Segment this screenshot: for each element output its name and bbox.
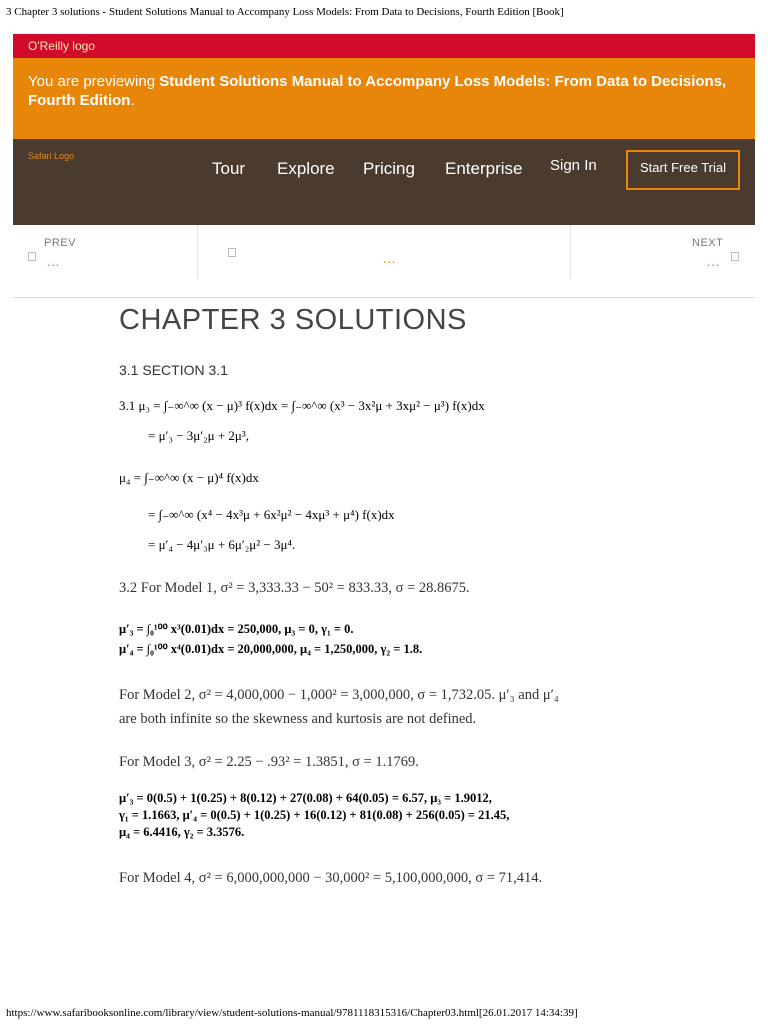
chapter-title: CHAPTER 3 SOLUTIONS bbox=[119, 304, 467, 336]
model1-equation: μ′₄ = ∫₀¹⁰⁰ x⁴(0.01)dx = 20,000,000, μ₄ = 1,250,000, γ₂ = 1.8. bbox=[119, 642, 423, 656]
model4-paragraph: For Model 4, σ² = 6,000,000,000 − 30,000² = 5,100,000,000, σ = 71,414. bbox=[119, 870, 543, 886]
model2-paragraph: For Model 2, σ² = 4,000,000 − 1,000² = 3,000,000, σ = 1,732.05. μ′₃ and μ′₄ bbox=[119, 687, 559, 703]
preview-banner bbox=[13, 58, 755, 139]
print-footer-url: https://www.safaribooksonline.com/library/view/student-solutions-manual/9781118315316/Chapter03.html[26.01.2017 14:34:39] bbox=[6, 1007, 578, 1019]
nav-explore[interactable]: Explore bbox=[277, 159, 335, 178]
model3-equation: μ₄ = 6.4416, γ₂ = 3.3576. bbox=[119, 825, 245, 839]
prev-ellipsis: … bbox=[46, 253, 60, 269]
next-arrow-icon bbox=[731, 252, 739, 261]
nav-tour[interactable]: Tour bbox=[212, 159, 246, 178]
equation-line: = μ′₃ − 3μ′₂μ + 2μ³, bbox=[148, 428, 250, 443]
content-divider bbox=[13, 297, 755, 298]
toc-icon bbox=[228, 248, 236, 257]
model3-paragraph: For Model 3, σ² = 2.25 − .93² = 1.3851, σ = 1.1769. bbox=[119, 754, 419, 770]
model1-equation: μ′₃ = ∫₀¹⁰⁰ x³(0.01)dx = 250,000, μ₃ = 0, γ₁ = 0. bbox=[119, 622, 354, 636]
model2-paragraph: are both infinite so the skewness and kurtosis are not defined. bbox=[119, 711, 477, 727]
equation-line: = ∫₋∞^∞ (x⁴ − 4x³μ + 6x²μ² − 4xμ³ + μ⁴) f(x)dx bbox=[148, 507, 395, 522]
oreilly-logo[interactable]: O'Reilly logo bbox=[28, 39, 95, 53]
safari-logo[interactable]: Safari Logo bbox=[28, 151, 75, 161]
safari-nav-bar bbox=[13, 139, 755, 225]
model3-equation: μ′₃ = 0(0.5) + 1(0.25) + 8(0.12) + 27(0.08) + 64(0.05) = 6.57, μ₃ = 1.9012, bbox=[119, 791, 492, 805]
nav-pricing[interactable]: Pricing bbox=[363, 159, 415, 178]
book-title-link[interactable]: Student Solutions Manual to Accompany Loss Models: From Data to Decisions, Fourth Edition bbox=[28, 73, 727, 109]
equation-line: = μ′₄ − 4μ′₃μ + 6μ′₂μ² − 3μ⁴. bbox=[148, 537, 296, 552]
model3-equation: γ₁ = 1.1663, μ′₄ = 0(0.5) + 1(0.25) + 16(0.12) + 81(0.08) + 256(0.05) = 21.45, bbox=[119, 808, 510, 822]
model1-paragraph: 3.2 For Model 1, σ² = 3,333.33 − 50² = 833.33, σ = 28.8675. bbox=[119, 580, 470, 596]
section-heading: 3.1 SECTION 3.1 bbox=[119, 362, 228, 378]
preview-message: You are previewing Student Solutions Manual to Accompany Loss Models: From Data to Decisions, Fourth Edition. bbox=[28, 73, 727, 109]
sign-in-link[interactable]: Sign In bbox=[550, 157, 597, 174]
next-ellipsis: … bbox=[706, 253, 720, 269]
nav-enterprise[interactable]: Enterprise bbox=[445, 159, 523, 178]
prev-label: PREV bbox=[44, 237, 76, 249]
toc-ellipsis: … bbox=[382, 250, 396, 266]
prev-link[interactable] bbox=[13, 226, 197, 278]
print-header: 3 Chapter 3 solutions - Student Solutions Manual to Accompany Loss Models: From Data to Decisions, Fourth Edition [Book] bbox=[6, 6, 564, 18]
oreilly-bar bbox=[13, 34, 755, 58]
toc-link[interactable] bbox=[198, 226, 570, 278]
equation-line: 3.1 μ₃ = ∫₋∞^∞ (x − μ)³ f(x)dx = ∫₋∞^∞ (x³ − 3x²μ + 3xμ² − μ³) f(x)dx bbox=[119, 398, 485, 413]
start-free-trial-button[interactable]: Start Free Trial bbox=[626, 150, 740, 190]
next-label: NEXT bbox=[692, 237, 724, 249]
equation-line: μ₄ = ∫₋∞^∞ (x − μ)⁴ f(x)dx bbox=[119, 470, 259, 485]
chapter-pager bbox=[13, 226, 755, 278]
prev-arrow-icon bbox=[28, 252, 36, 261]
next-link[interactable] bbox=[571, 226, 755, 278]
